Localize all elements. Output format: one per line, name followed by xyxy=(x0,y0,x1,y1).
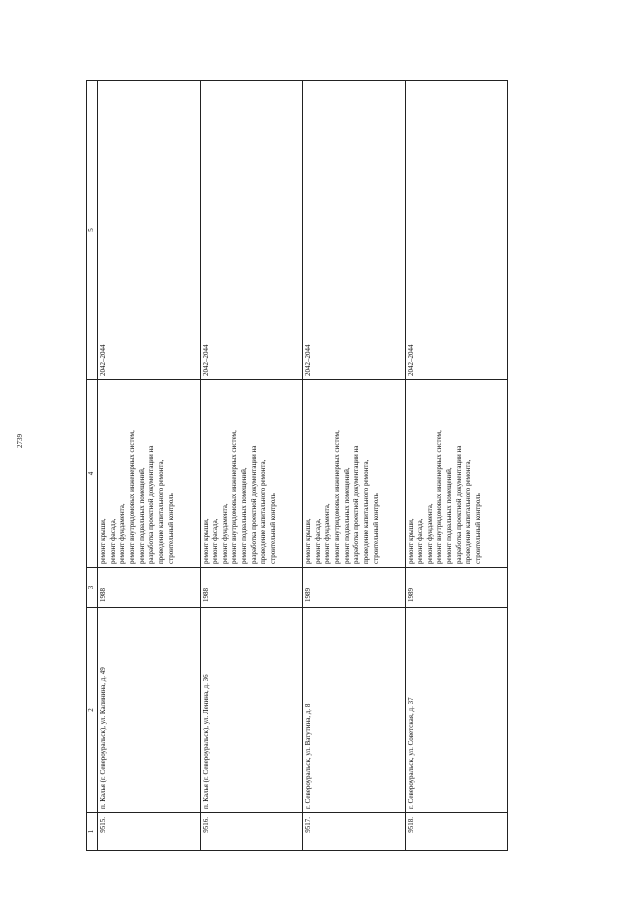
table-row xyxy=(200,81,303,851)
works-cell xyxy=(405,380,508,568)
page-number: 2739 xyxy=(16,434,24,448)
work-item: проведение капитального ремонта, xyxy=(464,459,473,564)
work-item: разработка проектной документации на xyxy=(352,445,361,564)
work-item: ремонт фундамента, xyxy=(425,503,434,564)
address-cell: г. Североуральск, ул. Советская, д. 37 xyxy=(405,608,508,813)
work-item: разработка проектной документации на xyxy=(147,445,156,564)
work-item: ремонт подвальных помещений, xyxy=(137,467,146,564)
work-item: ремонт фасада, xyxy=(211,518,220,564)
work-item: ремонт фасада, xyxy=(313,518,322,564)
row-number: 9517. xyxy=(303,813,406,851)
work-item: ремонт подвальных помещений, xyxy=(342,467,351,564)
period-cell: 2042–2044 xyxy=(303,81,406,380)
row-number: 9515. xyxy=(98,813,201,851)
work-item: строительный контроль xyxy=(269,493,278,564)
work-item: ремонт крыши, xyxy=(201,518,210,564)
work-item: ремонт крыши, xyxy=(406,518,415,564)
table-row xyxy=(405,81,508,851)
column-header: 5 xyxy=(87,81,98,380)
work-item: проведение капитального ремонта, xyxy=(259,459,268,564)
work-item: строительный контроль xyxy=(371,493,380,564)
work-item: ремонт фундамента, xyxy=(220,503,229,564)
year-cell: 1989 xyxy=(303,568,406,608)
work-item: ремонт крыши, xyxy=(99,518,107,564)
column-header: 4 xyxy=(87,380,98,568)
table-row xyxy=(303,81,406,851)
column-header: 3 xyxy=(87,568,98,608)
header-row xyxy=(87,81,98,851)
work-item: ремонт подвальных помещений, xyxy=(445,467,454,564)
work-item: ремонт крыши, xyxy=(304,518,312,564)
address-cell: г. Североуральск, ул. Ватутина, д. 8 xyxy=(303,608,406,813)
address-cell: п. Калья (г. Североуральск), ул. Ленина, д. 36 xyxy=(200,608,303,813)
works-cell xyxy=(200,380,303,568)
work-item: разработка проектной документации на xyxy=(249,445,258,564)
rotated-table-container xyxy=(86,81,508,851)
row-number: 9516. xyxy=(200,813,303,851)
work-item: ремонт внутридомовых инженерных систем, xyxy=(435,430,444,564)
capital-repair-table xyxy=(86,80,508,851)
period-cell: 2042–2044 xyxy=(98,81,201,380)
work-item: проведение капитального ремонта, xyxy=(361,459,370,564)
column-header: 2 xyxy=(87,608,98,813)
work-item: ремонт внутридомовых инженерных систем, xyxy=(332,430,341,564)
year-cell: 1989 xyxy=(405,568,508,608)
work-item: ремонт фасада, xyxy=(108,518,117,564)
address-cell: п. Калья (г. Североуральск), ул. Калинина, д. 49 xyxy=(98,608,201,813)
work-item: разработка проектной документации на xyxy=(454,445,463,564)
column-header: 1 xyxy=(87,813,98,851)
work-item: ремонт внутридомовых инженерных систем, xyxy=(127,430,136,564)
work-item: строительный контроль xyxy=(474,493,483,564)
year-cell: 1988 xyxy=(200,568,303,608)
work-item: ремонт подвальных помещений, xyxy=(240,467,249,564)
works-cell xyxy=(303,380,406,568)
works-cell xyxy=(98,380,201,568)
work-item: ремонт фундамента, xyxy=(323,503,332,564)
work-item: ремонт фундамента, xyxy=(118,503,127,564)
work-item: строительный контроль xyxy=(166,493,175,564)
row-number: 9518. xyxy=(405,813,508,851)
table-row xyxy=(98,81,201,851)
year-cell: 1988 xyxy=(98,568,201,608)
period-cell: 2042–2044 xyxy=(405,81,508,380)
work-item: ремонт фасада, xyxy=(416,518,425,564)
work-item: ремонт внутридомовых инженерных систем, xyxy=(230,430,239,564)
work-item: проведение капитального ремонта, xyxy=(156,459,165,564)
period-cell: 2042–2044 xyxy=(200,81,303,380)
